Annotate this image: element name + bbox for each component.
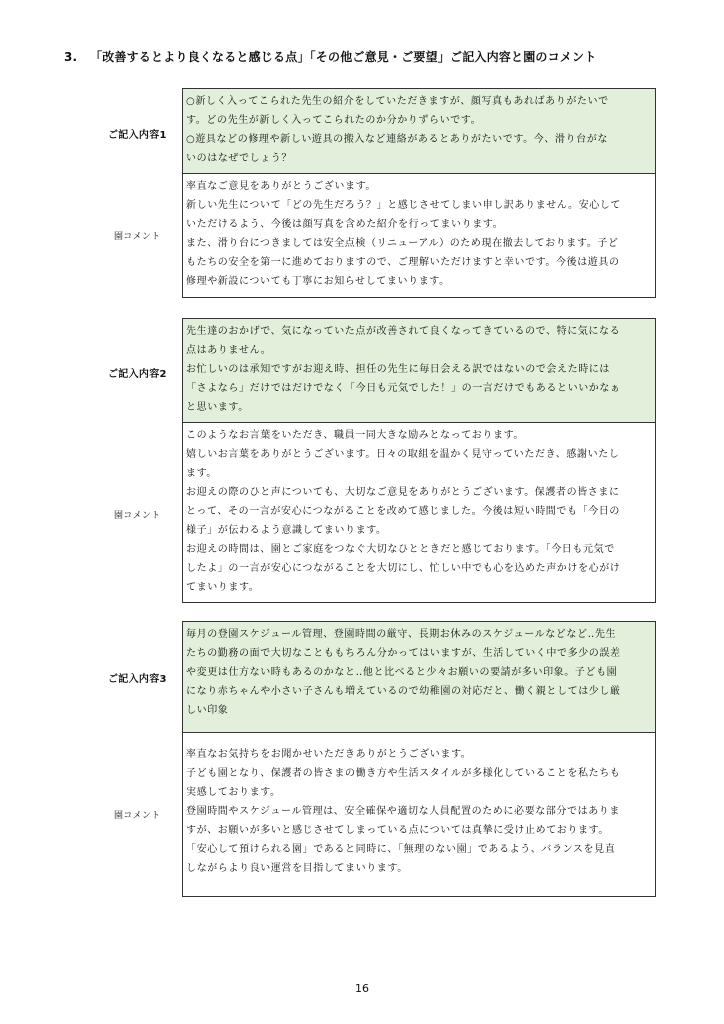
inquiry-line: ○遊具などの修理や新しい遊具の搬入など連絡があるとありがたいです。今、滑り台がな bbox=[186, 134, 608, 145]
comment-label-2: 園コメント bbox=[114, 511, 161, 521]
comment-line: 実感しております。 bbox=[186, 787, 281, 798]
section-heading bbox=[64, 48, 596, 65]
inquiry-line: と思います。 bbox=[186, 402, 249, 413]
comment-line: すが、お願いが多いと感じさせてしまっている点については真摯に受け止めております。 bbox=[186, 825, 609, 836]
comment-box-1 bbox=[183, 174, 655, 293]
inquiry-line: しい印象 bbox=[186, 705, 229, 716]
inquiry-line: す。どの先生が新しく入ってこられたのか分かりずらいです。 bbox=[186, 115, 482, 126]
inquiry-line: や変更は仕方ない時もあるのかなと‥他と比べると少々お願いの要請が多い印象。子ども園 bbox=[186, 667, 618, 678]
comment-line: てまいります。 bbox=[186, 582, 260, 593]
comment-label-1: 園コメント bbox=[114, 232, 161, 242]
entry-block-3 bbox=[182, 621, 656, 897]
comment-line: お迎えの時間は、園とご家庭をつなぐ大切なひとときだと感じております。「今日も元気で bbox=[186, 544, 615, 555]
inquiry-line: 点はありません。 bbox=[186, 345, 272, 356]
comment-line: 率直なご意見をありがとうございます。 bbox=[186, 181, 376, 192]
inquiry-line: ○新しく入ってこられた先生の紹介をしていただきますが、顔写真もあればありがたいで bbox=[186, 96, 609, 107]
comment-line: 「安心して預けられる園」であると同時に、「無理のない園」であるよう、バランスを見直 bbox=[186, 844, 616, 855]
page-number: 16 bbox=[355, 982, 369, 995]
inquiry-box-1 bbox=[183, 89, 655, 174]
inquiry-box-2 bbox=[183, 319, 655, 423]
comment-line: とって、その一言が安心につながることを改めて感じました。今後は短い時間でも「今日の bbox=[186, 506, 620, 517]
section-number: 3. bbox=[64, 50, 78, 64]
inquiry-line: いのはなぜでしょう？ bbox=[186, 153, 292, 164]
comment-line: 率直なお気持ちをお聞かせいただきありがとうございます。 bbox=[186, 749, 472, 760]
comment-line: いただけるよう、今後は顔写真を含めた紹介を行ってまいります。 bbox=[186, 219, 504, 230]
inquiry-line: 先生達のおかげで、気になっていた点が改善されて良くなってきているので、特に気になる bbox=[186, 326, 621, 337]
comment-box-3 bbox=[183, 733, 655, 880]
comment-line: 嬉しいお言葉をありがとうございます。日々の取組を温かく見守っていただき、感謝いたし bbox=[186, 449, 620, 460]
section-title: 「改善するとより良くなると感じる点」「その他ご意見・ご要望」ご記入内容と園のコメント bbox=[90, 50, 597, 64]
inquiry-label-3: ご記入内容3 bbox=[108, 674, 167, 685]
comment-line: したよ」の一言が安心につながることを大切にし、忙しい中でも心を込めた声かけを心がけ bbox=[186, 563, 621, 574]
entry-block-2 bbox=[182, 318, 656, 603]
comment-line: ます。 bbox=[186, 468, 217, 479]
comment-line: もたちの安全を第一に進めておりますので、ご理解いただけますと幸いです。今後は遊具の bbox=[186, 257, 620, 268]
inquiry-line: 「さよなら」だけではだけでなく「今日も元気でした！」の一言だけでもあるといいかなぁ bbox=[186, 383, 621, 394]
comment-line: お迎えの際のひと声についても、大切なご意見をありがとうございます。保護者の皆さまに bbox=[186, 487, 620, 498]
entry-block-1 bbox=[182, 88, 656, 298]
comment-line: 様子」が伝わるよう意識してまいります。 bbox=[186, 525, 387, 536]
comment-line: 登園時間やスケジュール管理は、安全確保や適切な人員配置のために必要な部分ではありま bbox=[186, 806, 620, 817]
comment-line: また、滑り台につきましては安全点検（リニューアル）のため現在撤去しております。子ど bbox=[186, 238, 619, 249]
inquiry-line: 毎月の登園スケジュール管理、登園時間の厳守、長期お休みのスケジュールなどなど‥先生 bbox=[186, 629, 617, 640]
comment-line: 新しい先生について「どの先生だろう？」と感じさせてしまい申し訳ありません。安心して bbox=[186, 200, 621, 211]
inquiry-line: になり赤ちゃんや小さい子さんも増えているので幼稚園の対応だと、働く親としては少し厳 bbox=[186, 686, 621, 697]
comment-box-2 bbox=[183, 423, 655, 599]
inquiry-line: お忙しいのは承知ですがお迎え時、担任の先生に毎日会える訳ではないので会えた時には bbox=[186, 364, 610, 375]
inquiry-box-3 bbox=[183, 622, 655, 733]
comment-line: 子ども園となり、保護者の皆さまの働き方や生活スタイルが多様化していることを私たちも bbox=[186, 768, 621, 779]
inquiry-line: たちの勤務の面で大切なことももちろん分かってはいますが、生活していく中で多少の誤差 bbox=[186, 648, 621, 659]
inquiry-label-1: ご記入内容1 bbox=[108, 130, 167, 141]
comment-line: 修理や新設についても丁寧にお知らせしてまいります。 bbox=[186, 276, 450, 287]
comment-label-3: 園コメント bbox=[114, 811, 161, 821]
comment-line: しながらより良い運営を目指してまいります。 bbox=[186, 863, 408, 874]
comment-line: このようなお言葉をいただき、職員一同大きな励みとなっております。 bbox=[186, 430, 524, 441]
inquiry-label-2: ご記入内容2 bbox=[108, 369, 167, 380]
